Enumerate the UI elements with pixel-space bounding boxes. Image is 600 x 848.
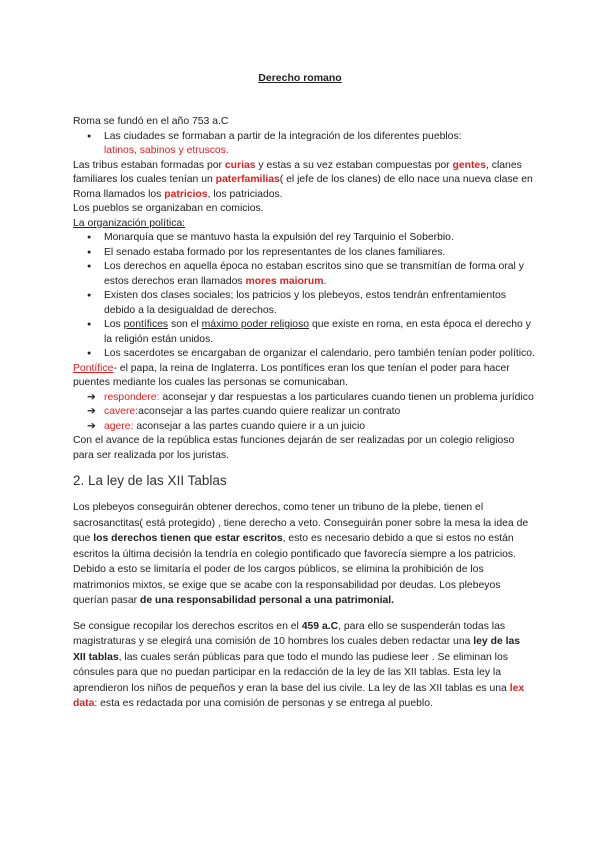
tribus-paragraph: Las tribus estaban formadas por curias y estas a su vez estaban compuestas por gentes, clanes familiares los cuales tenían un paterfamilias( el jefe de los clanes) de ello nace una nueva clase en Roma llamados los patricios, los patriciados. bbox=[73, 159, 533, 200]
list-item: ● Existen dos clases sociales; los patricios y los plebeyos, estos tendrán enfrentamientos debido a la desigualdad de derechos. bbox=[73, 289, 535, 318]
org-list bbox=[73, 231, 535, 362]
org-heading: La organización política: bbox=[73, 217, 186, 229]
arrow-icon: ➔ bbox=[87, 406, 96, 417]
keyword-paterfamilias: paterfamilias bbox=[215, 174, 280, 185]
keyword-patricios: patricios bbox=[164, 188, 208, 200]
keyword-gentes: gentes bbox=[452, 159, 486, 171]
list-item: ● Monarquía que se mantuvo hasta la expulsión del rey Tarquinio el Soberbio. bbox=[73, 231, 535, 246]
comicios-line: Los pueblos se organizaban en comicios. bbox=[73, 203, 264, 214]
intro-line: Roma se fundó en el año 753 a.C bbox=[73, 116, 229, 127]
list-item: ● Las ciudades se formaban a partir de la integración de los diferentes pueblos: latinos, sabinos y etruscos. bbox=[73, 130, 535, 159]
plebeyos-paragraph: Los plebeyos conseguirán obtener derechos, como tener un tribuno de la plebe, tienen el sacrosanctitas( está protegido) , tiene derecho a veto. Conseguirán poner sobre la mesa la idea de que los derechos tienen que estar escritos, esto es necesario debido a que si estos no están escritos la última decisión la tendría en colegio pontificado que favorecía siempre a los patricios. Debido a esto se limitaría el poder de los cargos públicos, se elimina la prohibición de los matrimonios mixtos, se exige que se acabe con la responsabilidad por deudas. Los plebeyos querían pasar de una responsabilidad personal a una patrimonial. bbox=[73, 502, 529, 606]
document-body bbox=[73, 115, 535, 712]
keyword-curias: curias bbox=[224, 159, 256, 171]
list-item: ● Los derechos en aquella época no estaban escritos sino que se transmitían de forma oral y estos derechos eran llamados mores maiorum. bbox=[73, 260, 535, 289]
functions-list bbox=[73, 391, 535, 435]
term-pontifice: Pontífice bbox=[73, 362, 114, 374]
list-item: ● Los pontífices son el máximo poder religioso que existe en roma, en esta época el derecho y la religión están unidos. bbox=[73, 318, 535, 347]
list-item: ➔ cavere:aconsejar a las partes cuando quiere realizar un contrato bbox=[73, 405, 535, 420]
section-heading: 2. La ley de las XII Tablas bbox=[73, 473, 227, 488]
page-title: Derecho romano bbox=[258, 72, 342, 84]
list-item: ➔ respondere: aconsejar y dar respuestas a los particulares cuando tienen un problema jurídico bbox=[73, 391, 535, 406]
list-item: ● El senado estaba formado por los representantes de los clanes familiares. bbox=[73, 246, 535, 261]
list-item: ● Los sacerdotes se encargaban de organizar el calendario, pero también tenían poder político. bbox=[73, 347, 535, 362]
intro-list bbox=[73, 130, 535, 159]
arrow-icon: ➔ bbox=[87, 420, 96, 432]
keyword-mores-maiorum: mores maiorum bbox=[245, 275, 324, 287]
keyword-lex-data: lex data bbox=[73, 682, 525, 709]
list-item: ➔ agere: aconsejar a las partes cuando quiere ir a un juicio bbox=[73, 420, 535, 435]
arrow-icon: ➔ bbox=[87, 391, 96, 403]
tablas-paragraph: Se consigue recopilar los derechos escritos en el 459 a.C, para ello se suspenderán todas las magistraturas y se elegirá una comisión de 10 hombres los cuales deben redactar una ley de las XII tablas, las cuales serán públicas para que todo el mundo las pudiese leer . Se eliminan los cónsules para que no puedan participar en la redacción de la ley de las XII tablas. Esta ley la aprendieron los niños de pequeños y eran la base del ius civile. La ley de las XII tablas es una lex data: esta es redactada por una comisión de personas y se entrega al pueblo. bbox=[73, 620, 525, 709]
republica-paragraph: Con el avance de la república estas funciones dejarán de ser realizadas por un colegio religioso para ser realizada por los juristas. bbox=[73, 435, 515, 461]
pontifice-paragraph: Pontífice- el papa, la reina de Inglaterra. Los pontífices eran los que tenían el poder para hacer puentes mediante los cuales las personas se comunicaban. bbox=[73, 362, 510, 388]
